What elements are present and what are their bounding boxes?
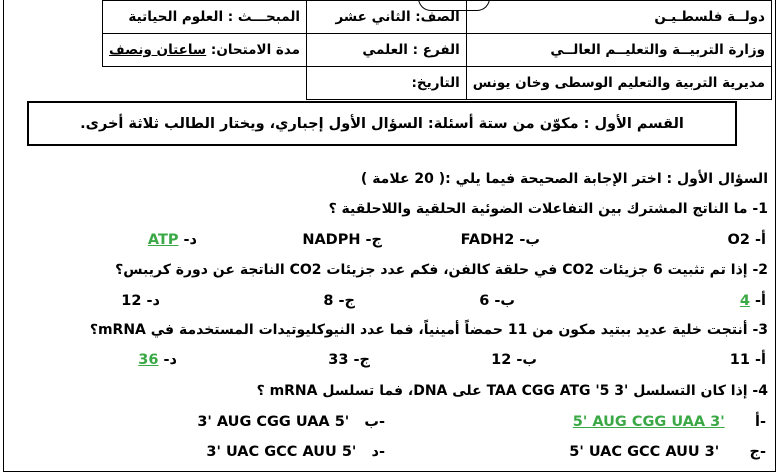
branch-cell <box>307 34 467 67</box>
exam-header-table <box>102 0 772 100</box>
subject-label: المبحـــث : <box>227 9 301 25</box>
item1-option-d[interactable]: د- ATP <box>147 232 197 248</box>
item2-option-a[interactable]: أ- 4 <box>739 293 766 309</box>
grade-label: الصف: <box>415 9 460 25</box>
item1-option-a[interactable]: أ- O2 <box>727 232 766 248</box>
duration-label: مدة الامتحان: <box>210 42 301 58</box>
item4-option-b[interactable]: 3' AUG CGG UAA 5' ب- <box>197 414 385 430</box>
item2-option-c[interactable]: ج- 8 <box>323 293 355 309</box>
item1-option-b[interactable]: ب- FADH2 <box>460 232 540 248</box>
grade-cell <box>307 1 467 34</box>
duration-value: ساعتان ونصف <box>109 42 207 58</box>
item2-text: 2- إذا تم تثبيت 6 جزيئات CO2 في حلقة كالفن، فكم عدد جزيئات CO2 الناتجة عن دورة كريبس؟ <box>115 262 768 278</box>
item2-option-d[interactable]: د- 12 <box>121 293 160 309</box>
branch-label: الفرع : <box>412 42 460 58</box>
item1-option-c[interactable]: ج- NADPH <box>302 232 382 248</box>
subject-value: العلوم الحياتية <box>128 9 224 25</box>
item1-text: 1- ما الناتج المشترك بين التفاعلات الضوئية الحلقية واللاحلقية ؟ <box>328 201 768 217</box>
question1-title: السؤال الأول : اختر الإجابة الصحيحة فيما يلي :( 20 علامة ) <box>360 171 768 187</box>
subject-cell <box>103 1 307 34</box>
ministry-cell: وزارة التربيــة والتعليــم العالــي <box>466 34 771 67</box>
branch-value: العلمي <box>362 42 408 58</box>
item3-text: 3- أنتجت خلية عديد ببتيد مكون من 11 حمضاً أمينياً، فما عدد النيوكليوتيدات المستخدمة في mRNA؟ <box>89 322 768 338</box>
section-title: القسم الأول : مكوّن من ستة أسئلة: السؤال الأول إجباري، ويختار الطالب ثلاثة أخرى. <box>80 115 684 132</box>
item3-option-b[interactable]: ب- 12 <box>491 352 537 368</box>
item4-option-a[interactable]: 5' AUG CGG UAA 3' أ- <box>572 414 766 430</box>
directorate-cell: مديرية التربية والتعليم الوسطى وخان يونس <box>466 67 771 100</box>
item4-option-c[interactable]: 5' UAC GCC AUU 3' ج- <box>569 444 766 460</box>
section-title-box <box>27 101 737 146</box>
duration-cell <box>103 34 307 67</box>
item3-option-d[interactable]: د- 36 <box>138 352 177 368</box>
state-cell: دولــة فلسطـيـن <box>466 1 771 34</box>
empty-cell <box>103 67 307 100</box>
item3-option-c[interactable]: ج- 33 <box>328 352 370 368</box>
item3-option-a[interactable]: أ- 11 <box>729 352 766 368</box>
grade-value: الثاني عشر <box>335 9 411 25</box>
date-cell: التاريخ: <box>307 67 467 100</box>
item2-option-b[interactable]: ب- 6 <box>479 293 515 309</box>
item4-option-d[interactable]: 3' UAC GCC AUU 5' د- <box>206 444 385 460</box>
item4-text: 4- إذا كان التسلسل '3 TAA CGG ATG '5 على DNA، فما تسلسل mRNA ؟ <box>256 383 768 399</box>
